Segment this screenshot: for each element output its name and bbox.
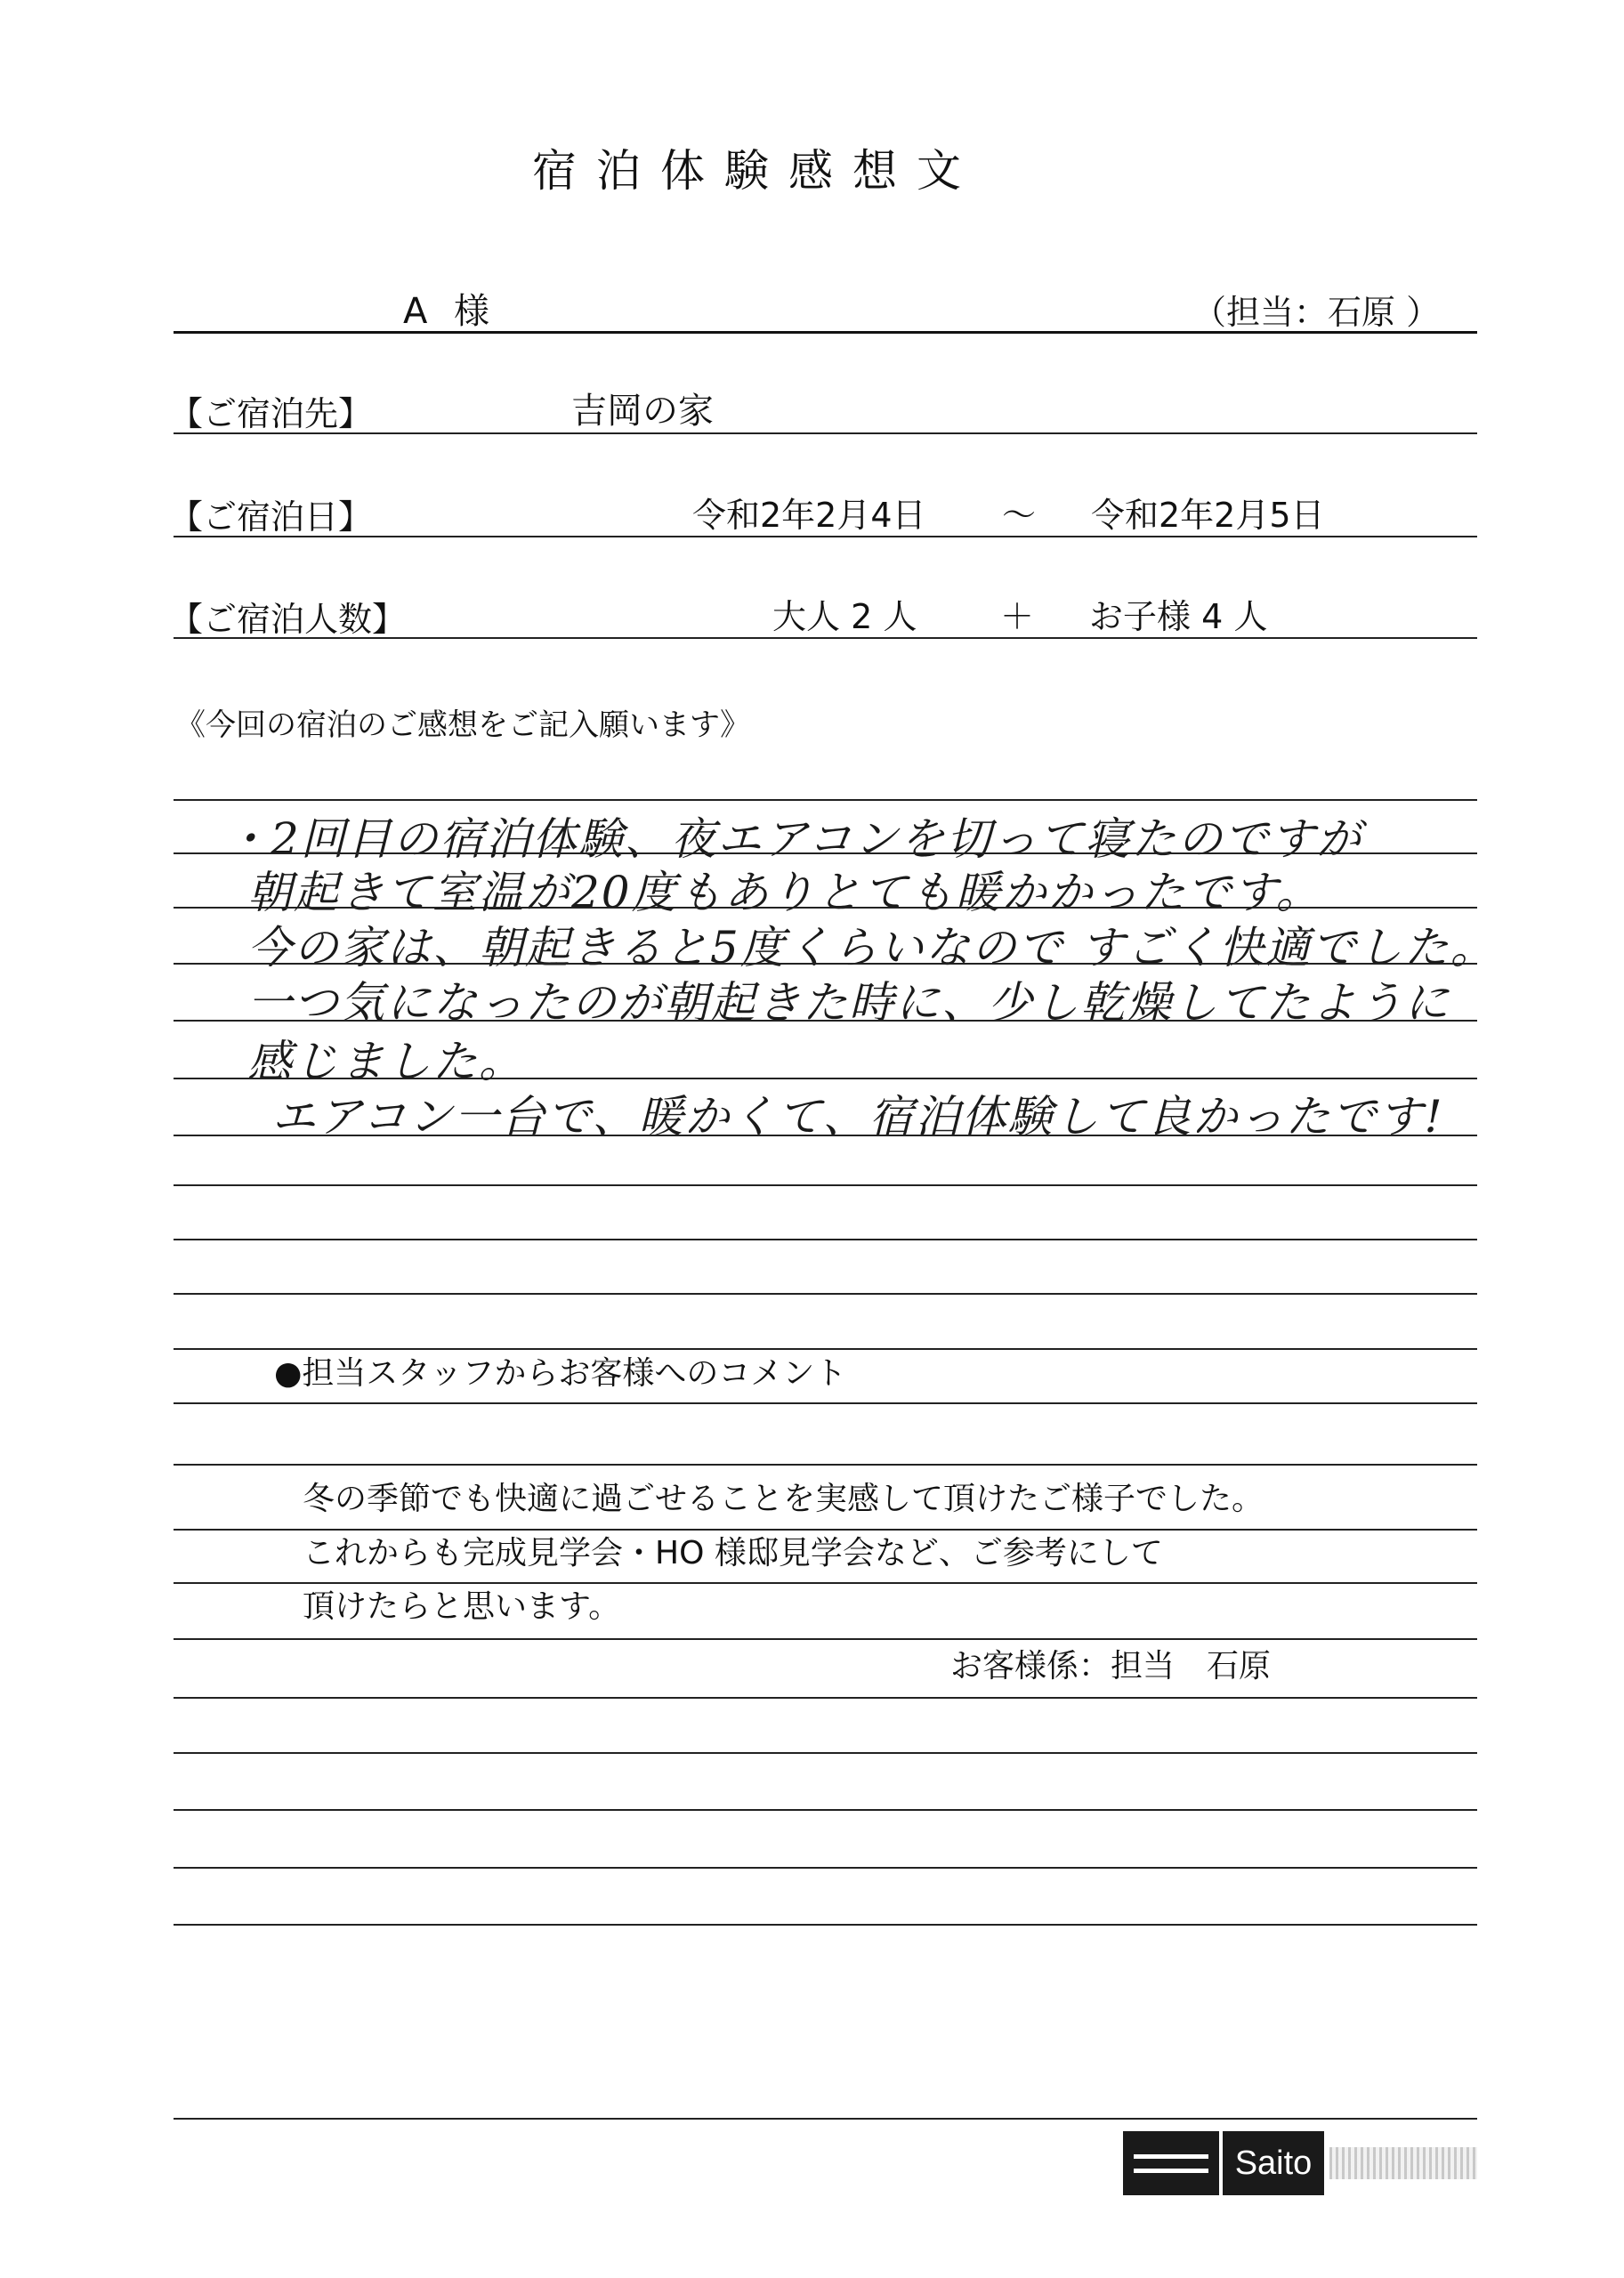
place-value: 吉岡の家 — [571, 391, 714, 432]
ruled-line — [174, 1293, 1477, 1295]
ruled-line — [174, 963, 1477, 965]
handwritten-line: 今の家は、朝起きると5度くらいなので すごく快適でした。 — [247, 922, 1497, 973]
ruled-line — [174, 1867, 1477, 1869]
handwritten-line: 感じました。 — [247, 1036, 525, 1087]
ruled-line — [174, 1582, 1477, 1584]
ruled-line — [174, 1924, 1477, 1926]
ruled-line — [174, 1184, 1477, 1186]
bottom-rule — [174, 2118, 1477, 2120]
staff-comment-line: これからも完成見学会・HO 様邸見学会など、ご参考にして — [303, 1535, 1163, 1571]
adults-count: 大人 2 人 — [772, 597, 917, 636]
date-from: 令和2年2月4日 — [692, 496, 926, 535]
logo-faded-text — [1329, 2147, 1477, 2179]
logo-mark-icon — [1123, 2131, 1219, 2195]
feedback-prompt: 《今回の宿泊のご感想をご記入願います》 — [175, 707, 750, 743]
ruled-line — [174, 1020, 1477, 1022]
ruled-line — [174, 1135, 1477, 1136]
children-count: お子様 4 人 — [1089, 597, 1268, 636]
staff-comment-line: 頂けたらと思います。 — [303, 1588, 621, 1625]
plus-sign: ＋ — [1000, 597, 1035, 636]
page-title: 宿泊体験感想文 — [532, 145, 981, 197]
ruled-line — [174, 907, 1477, 909]
place-rule — [174, 432, 1477, 434]
saito-logo — [1123, 2131, 1477, 2195]
date-label: 【ご宿泊日】 — [169, 497, 373, 537]
handwritten-line: 朝起きて室温が20度もありとても暖かかったです。 — [247, 867, 1322, 918]
guest-suffix: 様 — [454, 291, 489, 332]
people-label: 【ご宿泊人数】 — [169, 600, 407, 639]
logo-text: Saito — [1223, 2131, 1324, 2195]
handwritten-line: ・2回目の宿泊体験、夜エアコンを切って寝たのですが — [224, 813, 1363, 865]
staff-comment-heading: ●担当スタッフからお客様へのコメント — [274, 1355, 847, 1392]
date-separator: ～ — [1002, 496, 1037, 535]
ruled-line — [174, 1348, 1477, 1350]
ruled-line — [174, 1464, 1477, 1466]
ruled-line — [174, 1697, 1477, 1699]
ruled-line — [174, 1809, 1477, 1811]
ruled-line — [174, 1752, 1477, 1754]
handwritten-line: 一つ気になったのが朝起きた時に、少し乾燥してたように — [247, 977, 1450, 1029]
ruled-line — [174, 1239, 1477, 1240]
staff-signature: お客様係：担当 石原 — [950, 1648, 1272, 1684]
staff-label: （担当：石原 ） — [1192, 293, 1441, 332]
guest-rule — [174, 331, 1477, 334]
people-rule — [174, 637, 1477, 639]
ruled-line — [174, 1402, 1477, 1404]
guest-name: A — [403, 291, 428, 332]
handwritten-line: エアコン一台で、暖かくて、宿泊体験して良かったです! — [271, 1091, 1444, 1143]
staff-comment-line: 冬の季節でも快適に過ごせることを実感して頂けたご様子でした。 — [303, 1481, 1264, 1517]
ruled-line — [174, 1078, 1477, 1079]
place-label: 【ご宿泊先】 — [169, 394, 373, 433]
date-rule — [174, 536, 1477, 537]
ruled-line — [174, 852, 1477, 854]
ruled-line — [174, 799, 1477, 801]
ruled-line — [174, 1529, 1477, 1531]
date-to: 令和2年2月5日 — [1091, 496, 1325, 535]
ruled-line — [174, 1638, 1477, 1640]
